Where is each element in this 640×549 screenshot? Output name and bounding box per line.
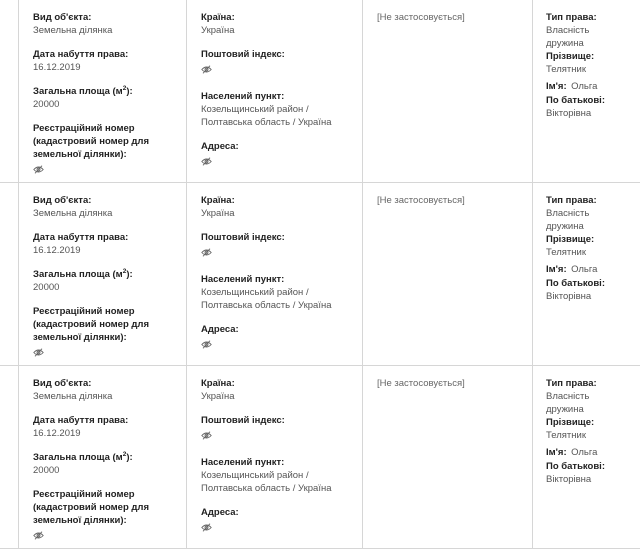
settlement-label: Населений пункт: — [201, 274, 285, 285]
address-label: Адреса: — [201, 507, 239, 518]
total-area-label-text: Загальна площа (м — [33, 86, 123, 97]
total-area-label — [33, 268, 186, 281]
settlement-label: Населений пункт: — [201, 91, 285, 102]
total-area-label-text: Загальна площа (м — [33, 269, 123, 280]
total-area-label-end: ): — [126, 452, 133, 463]
total-area-label-text: Загальна площа (м — [33, 452, 123, 463]
hidden-eye-icon — [33, 165, 44, 174]
surname-label: Прізвище: — [546, 417, 595, 428]
right-type-label: Тип права: — [546, 378, 597, 389]
patronymic-value: Вікторівна — [546, 108, 592, 119]
object-type-value: Земельна ділянка — [33, 391, 113, 402]
right-type-value-line2: дружина — [546, 221, 584, 232]
address-label: Адреса: — [201, 141, 239, 152]
hidden-eye-icon — [201, 340, 212, 349]
total-area-value: 20000 — [33, 99, 60, 110]
owner-cell — [532, 0, 640, 182]
registration-number-label: Реєстраційний номер (кадастровий номер для земельної ділянки): — [33, 489, 149, 526]
patronymic-label: По батькові: — [546, 278, 605, 289]
total-area-label-sup: 2 — [122, 267, 127, 275]
cost-cell — [362, 366, 532, 548]
surname-label: Прізвище: — [546, 51, 595, 62]
country-label: Країна: — [201, 378, 235, 389]
hidden-eye-icon — [201, 248, 212, 257]
acquisition-date-label: Дата набуття права: — [33, 49, 129, 60]
location-cell — [186, 366, 362, 548]
settlement-value-line2: Полтавська область / Україна — [201, 300, 332, 311]
object-type-label: Вид об'єкта: — [33, 378, 92, 389]
hidden-eye-icon — [33, 348, 44, 357]
name-line — [546, 259, 640, 277]
surname-label: Прізвище: — [546, 234, 595, 245]
country-value: Україна — [201, 25, 235, 36]
hidden-eye-icon — [201, 157, 212, 166]
total-area-label-end: ): — [126, 86, 133, 97]
total-area-label — [33, 85, 186, 98]
hidden-eye-icon — [201, 65, 212, 74]
total-area-label-sup: 2 — [122, 84, 127, 92]
patronymic-value: Вікторівна — [546, 291, 592, 302]
hidden-eye-icon — [33, 531, 44, 540]
right-type-label: Тип права: — [546, 195, 597, 206]
name-value: Ольга — [571, 264, 598, 275]
address-label: Адреса: — [201, 324, 239, 335]
name-value: Ольга — [571, 447, 598, 458]
acquisition-date-value: 16.12.2019 — [33, 428, 81, 439]
settlement-value-line1: Козельщинський район / — [201, 104, 309, 115]
table-row — [0, 183, 640, 366]
object-type-value: Земельна ділянка — [33, 208, 113, 219]
country-value: Україна — [201, 208, 235, 219]
total-area-label-sup: 2 — [122, 450, 127, 458]
object-type-value: Земельна ділянка — [33, 25, 113, 36]
name-label: Ім'я: — [546, 447, 567, 458]
country-value: Україна — [201, 391, 235, 402]
right-type-label: Тип права: — [546, 12, 597, 23]
hidden-eye-icon — [201, 523, 212, 532]
acquisition-date-value: 16.12.2019 — [33, 62, 81, 73]
settlement-label: Населений пункт: — [201, 457, 285, 468]
right-type-value-line2: дружина — [546, 38, 584, 49]
postcode-label: Поштовий індекс: — [201, 232, 285, 243]
not-applicable-text: [Не застосовується] — [377, 378, 465, 389]
location-cell — [186, 183, 362, 365]
table-row — [0, 366, 640, 549]
postcode-label: Поштовий індекс: — [201, 415, 285, 426]
location-cell — [186, 0, 362, 182]
acquisition-date-label: Дата набуття права: — [33, 415, 129, 426]
object-info-cell — [18, 0, 186, 182]
settlement-value-line2: Полтавська область / Україна — [201, 117, 332, 128]
not-applicable-text: [Не застосовується] — [377, 12, 465, 23]
acquisition-date-value: 16.12.2019 — [33, 245, 81, 256]
country-label: Країна: — [201, 195, 235, 206]
total-area-label-end: ): — [126, 269, 133, 280]
hidden-eye-icon — [201, 431, 212, 440]
right-type-value-line1: Власність — [546, 25, 590, 36]
name-value: Ольга — [571, 81, 598, 92]
owner-cell — [532, 366, 640, 548]
settlement-value-line1: Козельщинський район / — [201, 470, 309, 481]
registration-number-label: Реєстраційний номер (кадастровий номер для земельної ділянки): — [33, 123, 149, 160]
total-area-label — [33, 451, 186, 464]
name-label: Ім'я: — [546, 264, 567, 275]
object-type-label: Вид об'єкта: — [33, 12, 92, 23]
settlement-value-line1: Козельщинський район / — [201, 287, 309, 298]
patronymic-label: По батькові: — [546, 95, 605, 106]
object-type-label: Вид об'єкта: — [33, 195, 92, 206]
name-line — [546, 76, 640, 94]
surname-value: Телятник — [546, 430, 586, 441]
right-type-value-line1: Власність — [546, 391, 590, 402]
cost-cell — [362, 183, 532, 365]
acquisition-date-label: Дата набуття права: — [33, 232, 129, 243]
cost-cell — [362, 0, 532, 182]
country-label: Країна: — [201, 12, 235, 23]
object-info-cell — [18, 183, 186, 365]
postcode-label: Поштовий індекс: — [201, 49, 285, 60]
object-info-cell — [18, 366, 186, 548]
settlement-value-line2: Полтавська область / Україна — [201, 483, 332, 494]
name-label: Ім'я: — [546, 81, 567, 92]
patronymic-label: По батькові: — [546, 461, 605, 472]
right-type-value-line1: Власність — [546, 208, 590, 219]
patronymic-value: Вікторівна — [546, 474, 592, 485]
name-line — [546, 442, 640, 460]
total-area-value: 20000 — [33, 282, 60, 293]
table-row — [0, 0, 640, 183]
surname-value: Телятник — [546, 64, 586, 75]
total-area-value: 20000 — [33, 465, 60, 476]
not-applicable-text: [Не застосовується] — [377, 195, 465, 206]
surname-value: Телятник — [546, 247, 586, 258]
registration-number-label: Реєстраційний номер (кадастровий номер для земельної ділянки): — [33, 306, 149, 343]
owner-cell — [532, 183, 640, 365]
right-type-value-line2: дружина — [546, 404, 584, 415]
